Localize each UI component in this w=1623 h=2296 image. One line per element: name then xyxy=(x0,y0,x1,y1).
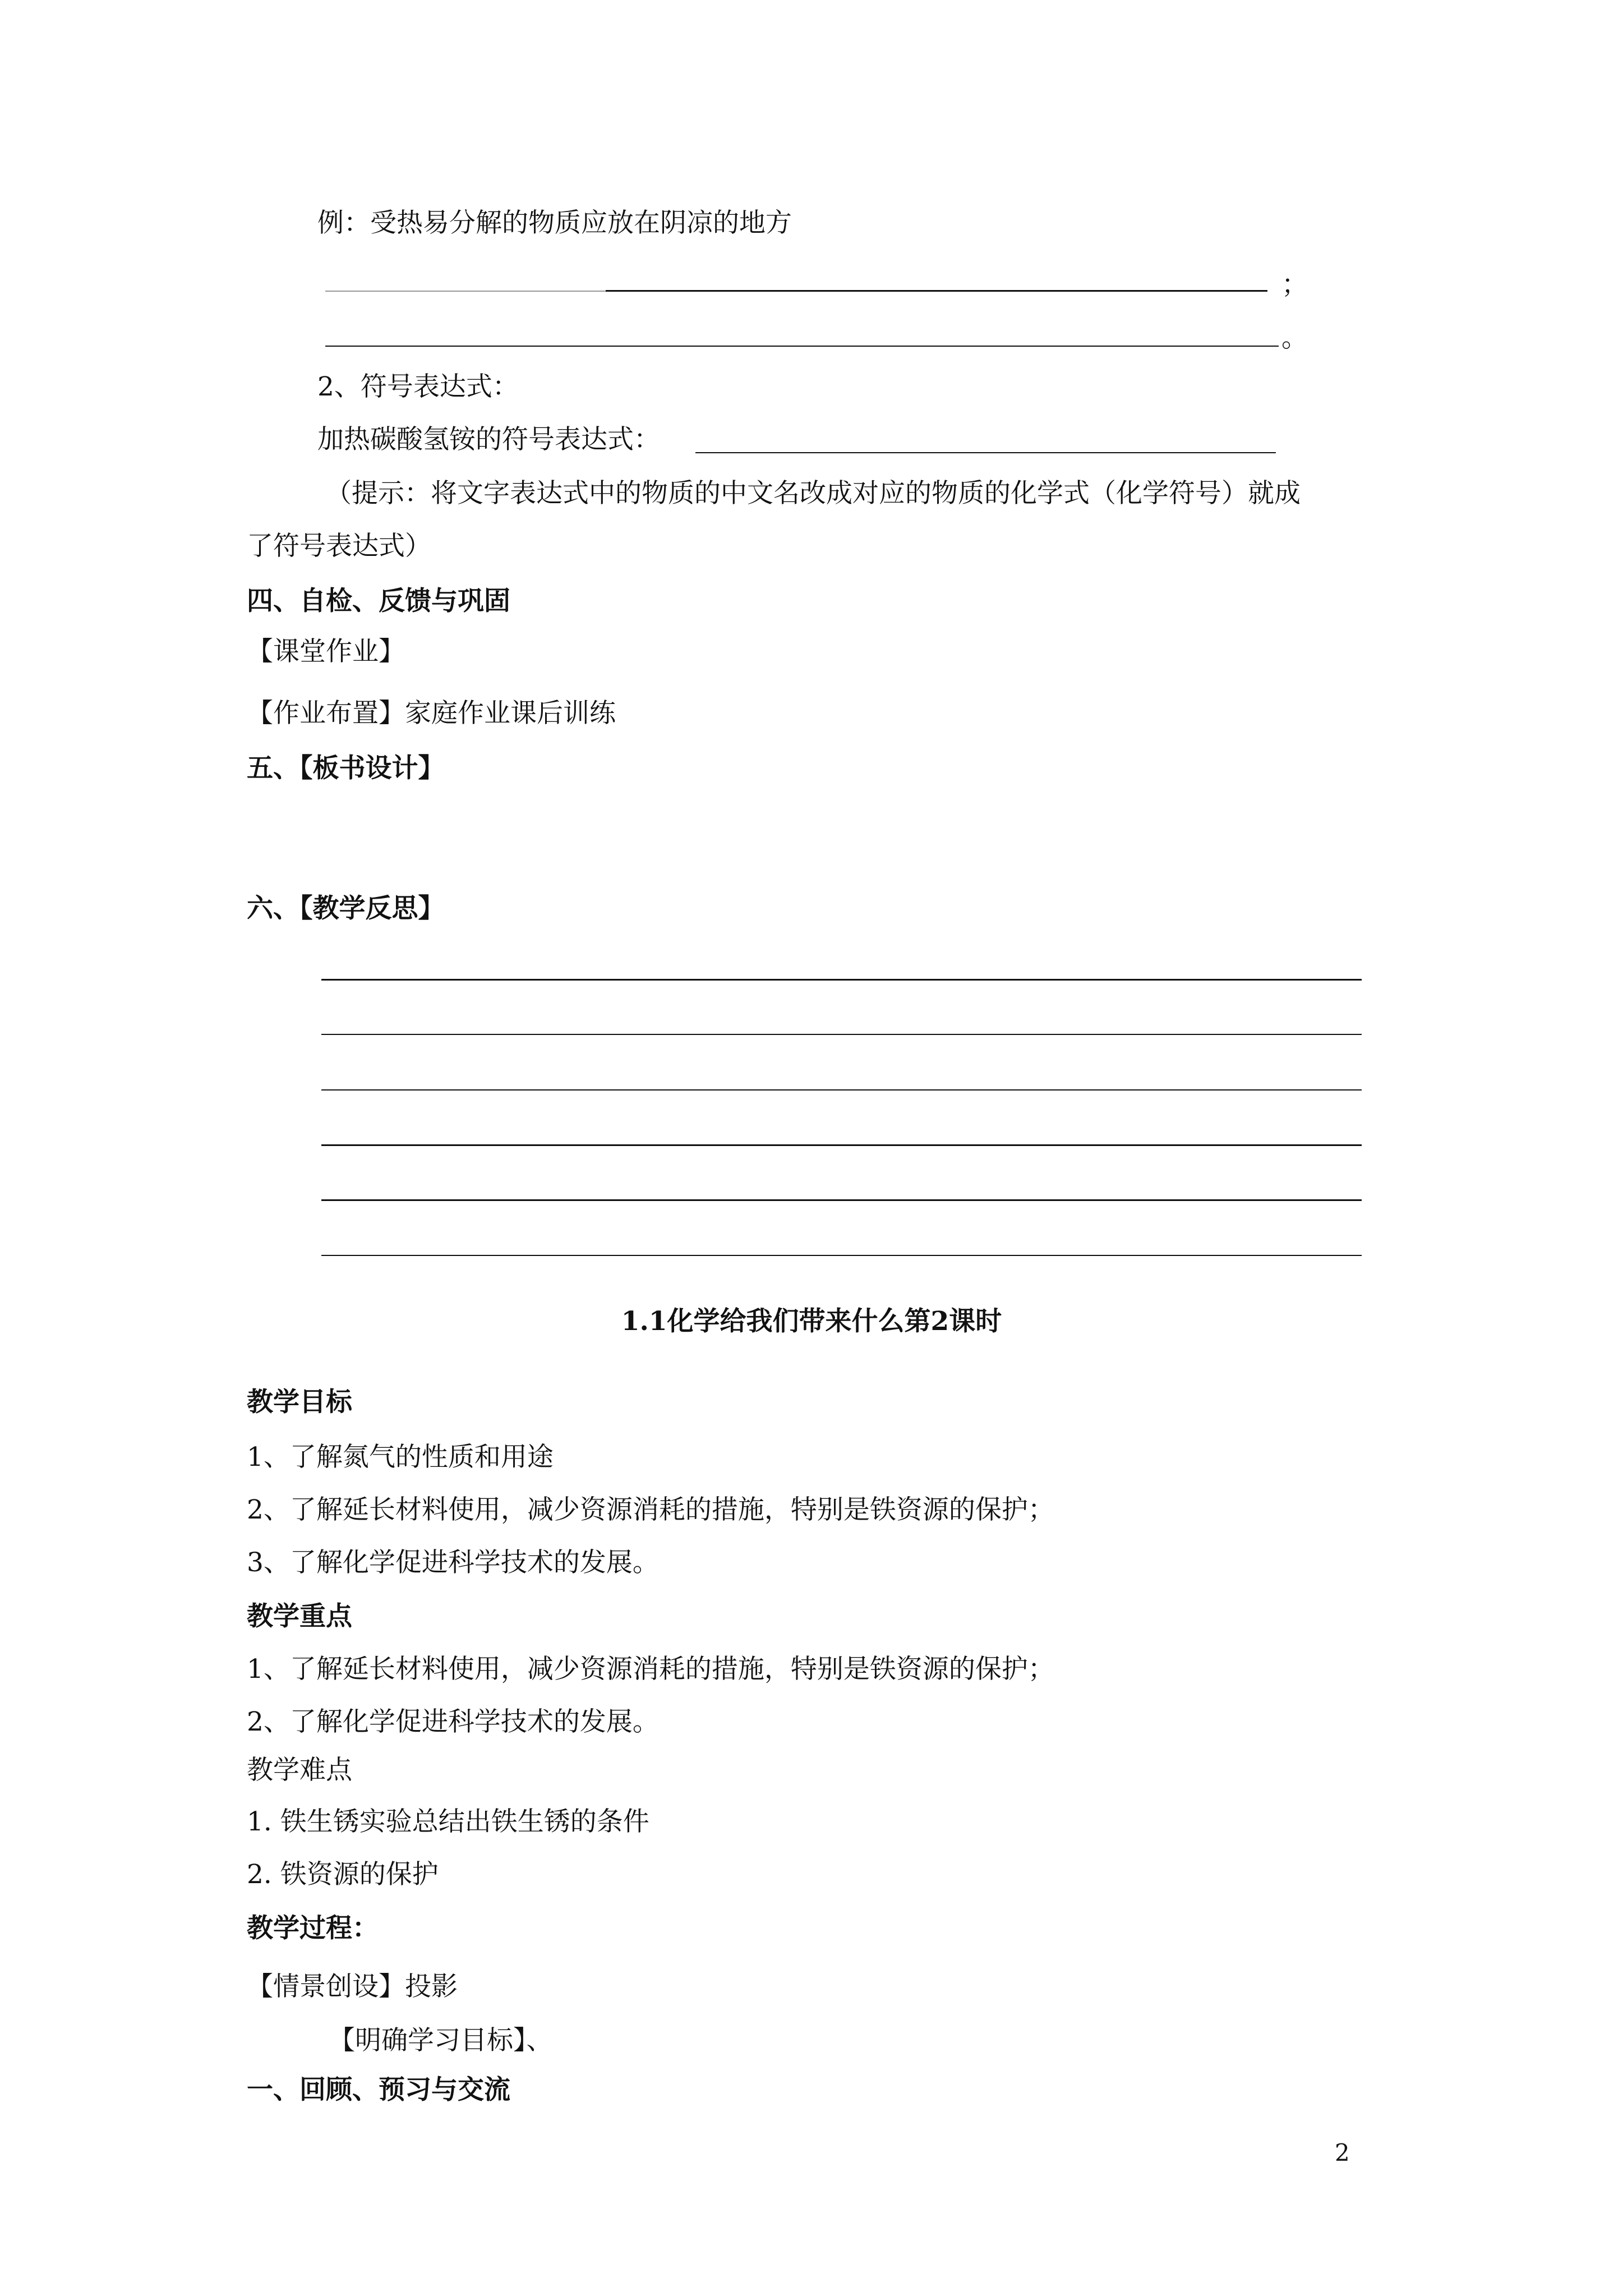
reflection-line-1[interactable] xyxy=(321,979,1362,981)
classwork-label: 【课堂作业】 xyxy=(247,636,405,667)
reflection-line-3[interactable] xyxy=(321,1089,1362,1091)
objectives-label: 【明确学习目标】、 xyxy=(329,2025,553,2056)
goal-item: 2、了解延长材料使用，减少资源消耗的措施，特别是铁资源的保护； xyxy=(247,1494,1054,1525)
symbol-expression-prompt: 加热碳酸氢铵的符号表达式： xyxy=(317,424,660,455)
difficulty-item: 1. 铁生锈实验总结出铁生锈的条件 xyxy=(247,1806,649,1837)
homework-label: 【作业布置】家庭作业课后训练 xyxy=(247,698,616,729)
review-heading: 一、回顾、预习与交流 xyxy=(247,2074,510,2105)
blank1-end-punct: ； xyxy=(1281,269,1308,300)
hint-line-2: 了符号表达式） xyxy=(247,531,431,562)
reflection-line-4[interactable] xyxy=(321,1144,1362,1146)
difficulty-item: 2. 铁资源的保护 xyxy=(247,1859,439,1890)
process-heading: 教学过程： xyxy=(247,1913,379,1944)
page-number: 2 xyxy=(1335,2139,1350,2166)
goal-item: 1、了解氮气的性质和用途 xyxy=(247,1442,554,1473)
key-heading: 教学重点 xyxy=(247,1601,352,1632)
scene-label: 【情景创设】投影 xyxy=(247,1971,458,2002)
key-point-item: 1、了解延长材料使用，减少资源消耗的措施，特别是铁资源的保护； xyxy=(247,1654,1054,1685)
key-point-item: 2、了解化学促进科学技术的发展。 xyxy=(247,1706,659,1737)
answer-blank-1a[interactable] xyxy=(325,291,606,292)
answer-blank-1b[interactable] xyxy=(606,290,1267,292)
goal-item: 3、了解化学促进科学技术的发展。 xyxy=(247,1547,659,1578)
hint-line-1: （提示：将文字表达式中的物质的中文名改成对应的物质的化学式（化学符号）就成 xyxy=(325,478,1301,509)
symbol-expression-heading: 2、符号表达式： xyxy=(317,371,519,402)
reflection-line-5[interactable] xyxy=(321,1199,1362,1201)
section-6-heading: 六、【教学反思】 xyxy=(247,893,445,924)
section-5-heading: 五、【板书设计】 xyxy=(247,753,445,784)
answer-blank-3[interactable] xyxy=(695,452,1276,453)
answer-blank-2[interactable] xyxy=(325,346,1279,347)
difficulty-heading: 教学难点 xyxy=(247,1755,352,1786)
example-text: 例：受热易分解的物质应放在阴凉的地方 xyxy=(317,208,792,238)
section-4-heading: 四、自检、反馈与巩固 xyxy=(247,586,510,616)
lesson-title: 1.1化学给我们带来什么第2课时 xyxy=(621,1306,1002,1337)
blank2-end-punct: 。 xyxy=(1281,323,1308,353)
goals-heading: 教学目标 xyxy=(247,1387,352,1418)
reflection-line-6[interactable] xyxy=(321,1255,1362,1256)
reflection-line-2[interactable] xyxy=(321,1034,1362,1035)
